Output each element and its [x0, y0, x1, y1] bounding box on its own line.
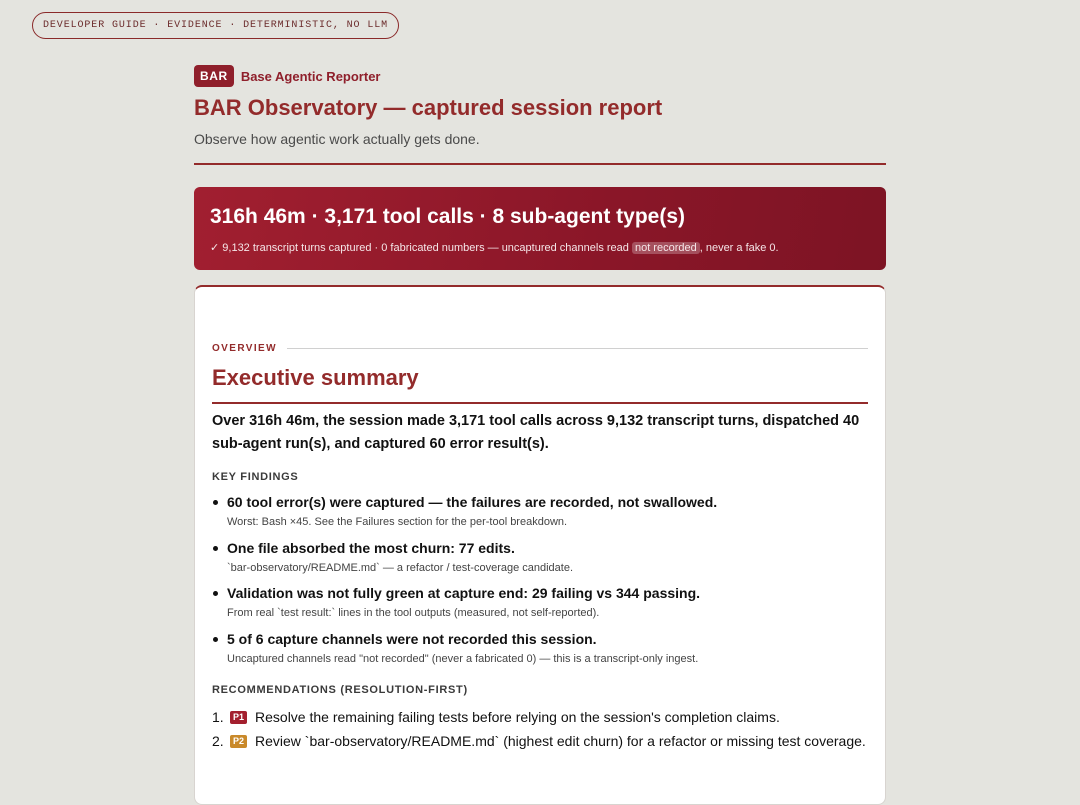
hero-note: [210, 241, 779, 254]
hero-note-tail: , never a fake 0.: [699, 242, 779, 254]
recommendation-number: 1.: [212, 709, 224, 725]
key-findings-heading: KEY FINDINGS: [212, 471, 299, 483]
recommendation-text: Resolve the remaining failing tests before relying on the session's completion claims.: [255, 709, 780, 725]
overview-eyebrow-row: [212, 343, 868, 354]
finding-note: `bar-observatory/README.md` — a refactor / test-coverage candidate.: [227, 561, 574, 574]
bullet-icon: [213, 591, 218, 596]
brand-badge: BAR: [194, 65, 234, 87]
finding-title: 5 of 6 capture channels were not recorded this session.: [227, 630, 597, 647]
recommendation-item: [212, 705, 872, 729]
finding-item: [212, 585, 872, 631]
hero-note-text: ✓ 9,132 transcript turns captured · 0 fabricated numbers — uncaptured channels read: [210, 242, 632, 254]
finding-title: 60 tool error(s) were captured — the failures are recorded, not swallowed.: [227, 494, 718, 510]
finding-item: [212, 540, 872, 586]
bullet-icon: [213, 500, 218, 505]
not-recorded-chip: not recorded: [632, 242, 700, 254]
finding-item: [212, 494, 872, 540]
recommendations-heading: RECOMMENDATIONS (RESOLUTION-FIRST): [212, 684, 468, 696]
finding-title: Validation was not fully green at capture end: 29 failing vs 344 passing.: [227, 585, 701, 601]
priority-badge-p2: P2: [230, 735, 247, 748]
recommendation-text: Review `bar-observatory/README.md` (highest edit churn) for a refactor or missing test coverage.: [255, 733, 866, 749]
eyebrow-divider: [287, 348, 868, 349]
finding-title: One file absorbed the most churn: 77 edits.: [227, 539, 515, 556]
finding-item: [212, 631, 872, 677]
overview-card: [194, 285, 886, 805]
hero-banner: [194, 187, 886, 270]
recommendation-number: 2.: [212, 733, 224, 749]
recommendation-item: [212, 729, 872, 753]
page-title: BAR Observatory — captured session report: [194, 95, 663, 120]
finding-note: Worst: Bash ×45. See the Failures section for the per-tool breakdown.: [227, 516, 568, 528]
overview-eyebrow: OVERVIEW: [212, 343, 277, 354]
finding-note: Uncaptured channels read "not recorded" (never a fabricated 0) — this is a transcript-only ingest.: [227, 652, 699, 665]
finding-note: From real `test result:` lines in the tool outputs (measured, not self-reported).: [227, 607, 600, 619]
brand-row: [194, 65, 380, 87]
executive-summary-text: Over 316h 46m, the session made 3,171 tool calls across 9,132 transcript turns, dispatched 40 sub-agent run(s), and captured 60 error result(s).: [212, 413, 860, 452]
developer-guide-pill: DEVELOPER GUIDE · EVIDENCE · DETERMINISTIC, NO LLM: [32, 12, 399, 39]
bullet-icon: [213, 546, 218, 551]
page-subtitle: Observe how agentic work actually gets done.: [194, 131, 480, 147]
section-title: Executive summary: [212, 365, 419, 390]
bullet-icon: [213, 637, 218, 642]
priority-badge-p1: P1: [230, 711, 247, 724]
hero-headline: 316h 46m · 3,171 tool calls · 8 sub-agent type(s): [210, 205, 685, 228]
recommendations-list: [212, 705, 872, 753]
title-divider: [194, 163, 886, 165]
key-findings-list: [212, 494, 872, 676]
section-divider: [212, 402, 868, 404]
brand-name: Base Agentic Reporter: [240, 68, 381, 84]
